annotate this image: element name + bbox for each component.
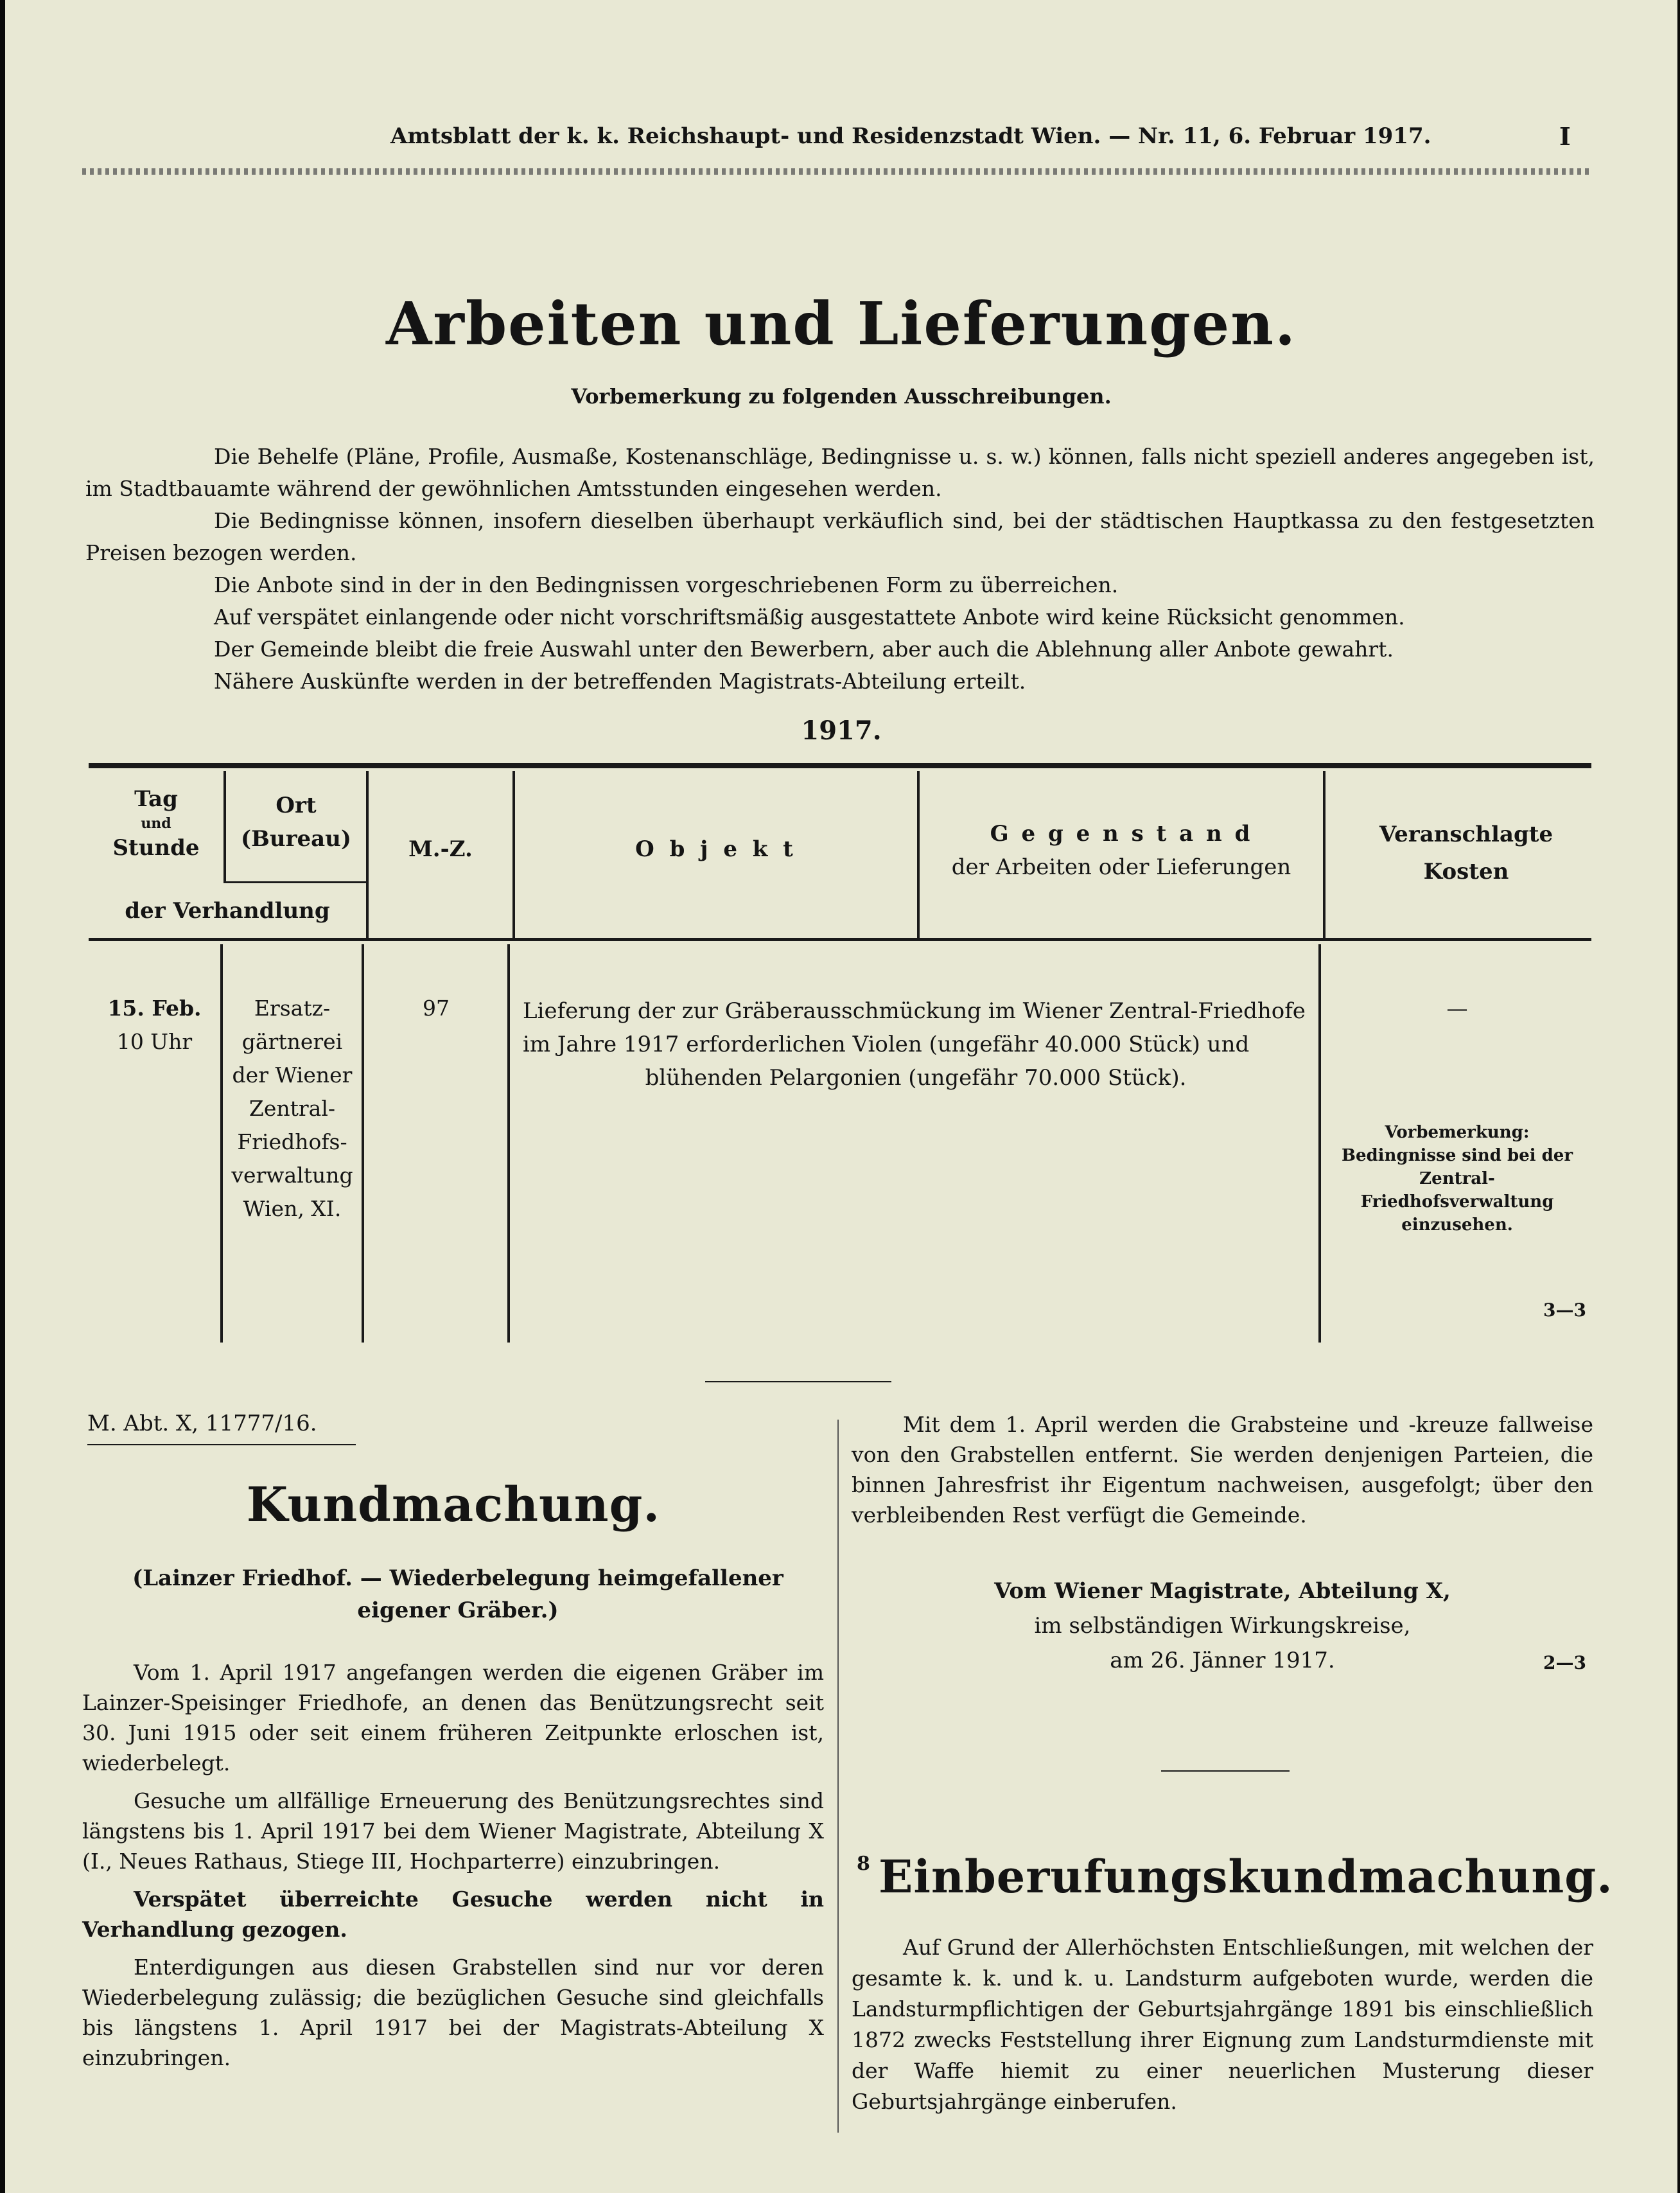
right-signature: [852, 1574, 1593, 1678]
intro-block: [85, 441, 1595, 698]
item-line: im Jahre 1917 erforderlichen Violen (ungefähr 40.000 Stück) und: [523, 1032, 1250, 1057]
header-gegenstand-sub: der Arbeiten oder Lieferungen: [951, 854, 1291, 880]
header-rule: [82, 168, 1591, 175]
section-title: Arbeiten und Lieferungen.: [385, 289, 1297, 358]
header-tag: Tag: [134, 786, 178, 812]
left-title: Kundmachung.: [246, 1477, 661, 1533]
header-ort-label: Ort: [276, 793, 317, 818]
left-paragraph: Vom 1. April 1917 angefangen werden die eigenen Gräber im Lainzer-Speisinger Friedhofe, an denen das Benützungsrecht seit 30. Juni 1915 oder seit einem früheren Zeitpunkte erloschen ist, wiederbelegt.: [82, 1660, 824, 1775]
right-paragraph: Mit dem 1. April werden die Grabsteine und -kreuze fallweise von den Grabstellen entfernt. Sie werden denjenigen Parteien, die binnen Jahresfrist ihr Eigentum nachweisen, ausgefolgt; über den verbleibenden Rest verfügt die Gemeinde.: [852, 1412, 1593, 1528]
header-bottom-rule: [89, 938, 1591, 941]
cell-note: [1323, 1121, 1591, 1237]
intro-paragraph: Die Bedingnisse können, insofern dieselben überhaupt verkäuflich sind, bei der städtischen Hauptkassa zu den festgesetzten Preisen bezogen werden.: [85, 508, 1595, 565]
cell-date: 15. Feb.: [107, 996, 202, 1021]
place-line: verwaltung: [231, 1163, 353, 1188]
cell-cost: —: [1446, 996, 1468, 1021]
header-objekt: O b j e k t: [635, 836, 797, 862]
place-line: Friedhofs-: [237, 1129, 347, 1154]
left-paragraph: Gesuche um allfällige Erneuerung des Benützungsrechtes sind längstens bis 1. April 1917 bei dem Wiener Magistrate, Abteilung X (I., Neues Rathaus, Stiege III, Hochparterre) einzubringen.: [82, 1788, 824, 1874]
intro-paragraph: Auf verspätet einlangende oder nicht vorschriftsmäßig ausgestattete Anbote wird keine Rücksicht genommen.: [214, 604, 1405, 630]
header-tag-stunde: [89, 782, 223, 865]
signature-ref: 2—3: [1543, 1652, 1586, 1673]
intro-paragraph: Der Gemeinde bleibt die freie Auswahl unter den Bewerbern, aber auch die Ablehnung aller Anbote gewahrt.: [214, 637, 1394, 662]
note-line: Bedingnisse sind bei der: [1341, 1146, 1573, 1165]
left-paragraph: Verspätet überreichte Gesuche werden nicht in Verhandlung gezogen.: [82, 1887, 824, 1942]
note-title: Vorbemerkung:: [1385, 1123, 1530, 1142]
right-title: Einberufungskundmachung.: [879, 1850, 1613, 1903]
cell-date-time: [89, 992, 220, 1059]
intro-paragraph: Nähere Auskünfte werden in der betreffenden Magistrats-Abteilung erteilt.: [214, 669, 1026, 694]
left-subtitle: (Lainzer Friedhof. — Wiederbelegung heimgefallener eigener Gräber.): [132, 1565, 783, 1623]
place-line: gärtnerei: [241, 1029, 343, 1054]
note-line: Zentral-Friedhofsverwaltung: [1360, 1169, 1554, 1211]
place-line: der Wiener: [232, 1062, 353, 1088]
header-und: und: [141, 815, 171, 832]
left-paragraph: Enterdigungen aus diesen Grabstellen sind nur vor deren Wiederbelegung zulässig; die bezüglichen Gesuche sind gleichfalls bis längstens 1. April 1917 bei der Magistrats-Abteilung X einzubringen.: [82, 1955, 824, 2070]
header-kosten: Veranschlagte Kosten: [1379, 822, 1553, 885]
signature-line: im selbständigen Wirkungskreise,: [1034, 1613, 1411, 1639]
signature-line: am 26. Jänner 1917.: [1110, 1648, 1335, 1673]
header-stunde: Stunde: [112, 835, 200, 861]
col-divider: [1318, 944, 1321, 1343]
right-paragraph: Auf Grund der Allerhöchsten Entschließungen, mit welchen der gesamte k. k. und k. u. Landsturm aufgeboten wurde, werden die Landsturmpflichtigen der Geburtsjahrgänge 1891 bis einschließlich 1872 zwecks Feststellung ihrer Eignung zum Landsturmdienste mit der Waffe hiemit zu einer neuerlichen Musterung dieser Geburtsjahrgänge einberufen.: [852, 1935, 1593, 2114]
cell-time: 10 Uhr: [116, 1029, 193, 1054]
cell-place: [223, 992, 362, 1226]
header-mz: M.-Z.: [408, 836, 473, 862]
left-ref-rule: [87, 1444, 356, 1445]
cell-item: [523, 994, 1309, 1095]
note-line: einzusehen.: [1401, 1215, 1513, 1235]
place-line: Zentral-: [249, 1096, 336, 1121]
running-title: Amtsblatt der k. k. Reichshaupt- und Residenzstadt Wien. — Nr. 11, 6. Februar 1917.: [390, 123, 1431, 149]
right-marker: 8: [857, 1853, 870, 1875]
place-line: Wien, XI.: [243, 1196, 342, 1221]
signature-line: Vom Wiener Magistrate, Abteilung X,: [994, 1578, 1451, 1604]
right-body: [852, 1409, 1593, 1538]
left-body: [82, 1657, 824, 2081]
col-divider: [507, 944, 510, 1343]
year-heading: 1917.: [801, 716, 882, 746]
header-ort: [226, 789, 366, 856]
header-gegenstand-label: G e g e n s t a n d: [990, 821, 1253, 847]
intro-paragraph: Die Behelfe (Pläne, Profile, Ausmaße, Kostenanschläge, Bedingnisse u. s. w.) können, falls nicht speziell anderes angegeben ist, im Stadtbauamte während der gewöhnlichen Amtsstunden eingesehen werden.: [85, 444, 1595, 501]
header-bureau: (Bureau): [241, 826, 351, 852]
table-top-rule: [89, 763, 1591, 768]
right-body-2: [852, 1932, 1593, 2125]
place-line: Ersatz-: [254, 996, 331, 1021]
col-divider: [362, 944, 364, 1343]
header-gegenstand: [920, 817, 1323, 884]
section-separator: [705, 1381, 891, 1382]
cell-mz: 97: [423, 996, 450, 1021]
intro-paragraph: Die Anbote sind in der in den Bedingnissen vorgeschriebenen Form zu überreichen.: [214, 572, 1119, 597]
gazette-page: [5, 0, 1677, 2193]
col-divider: [1323, 771, 1326, 938]
section-subtitle: Vorbemerkung zu folgenden Ausschreibungen.: [571, 384, 1112, 409]
left-ref: M. Abt. X, 11777/16.: [87, 1411, 317, 1436]
right-separator: [1161, 1770, 1290, 1772]
header-sub-rule: [223, 881, 366, 883]
header-der-verhandlung: der Verhandlung: [125, 898, 330, 924]
column-divider: [837, 1420, 839, 2133]
item-line: Lieferung der zur Gräberausschmückung im Wiener Zentral-Friedhofe: [523, 998, 1306, 1024]
item-line: blühenden Pelargonien (ungefähr 70.000 Stück).: [645, 1065, 1187, 1091]
page-number: I: [1559, 122, 1571, 151]
cell-ref: 3—3: [1543, 1299, 1586, 1321]
